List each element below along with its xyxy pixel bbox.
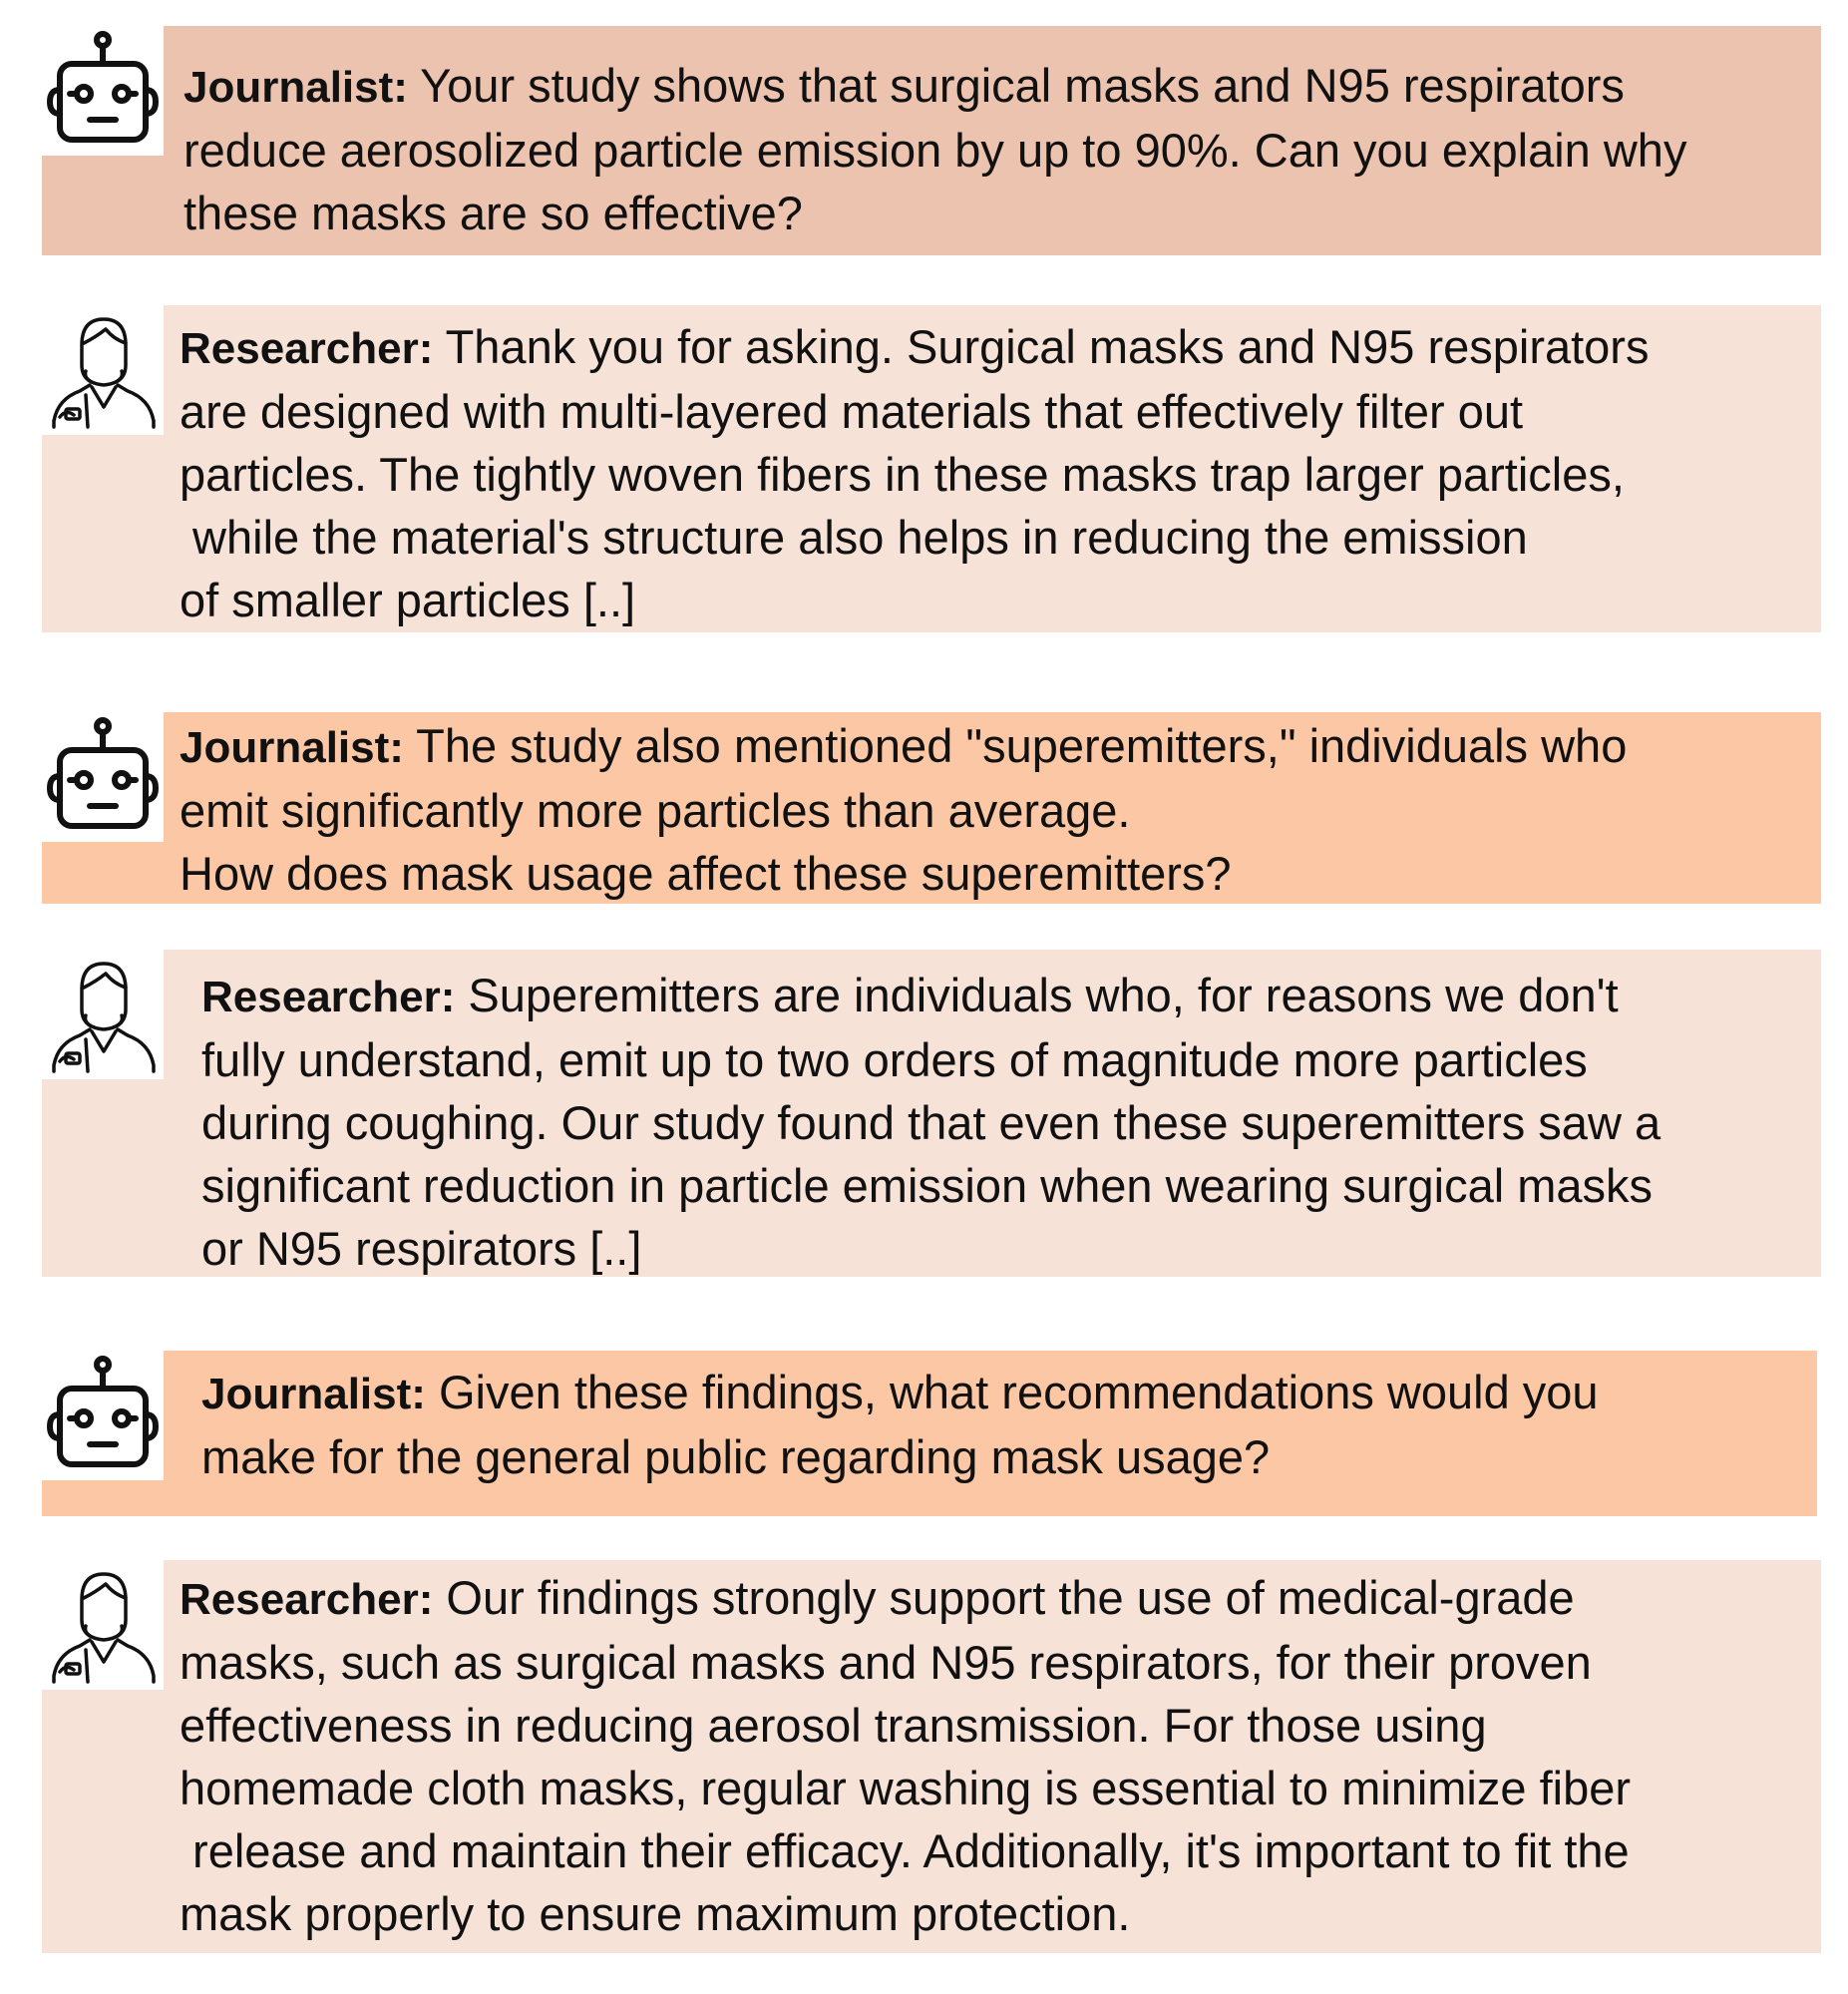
speaker-label: Researcher: (180, 324, 434, 373)
speaker-label: Journalist: (180, 723, 404, 772)
researcher-icon (42, 950, 164, 1079)
turn-text: Journalist: Your study shows that surgical masks and N95 respirators reduce aerosolized particle emission by up to 90%. Can you explain why these masks are so effective? (184, 59, 1687, 239)
speaker-label: Researcher: (180, 1575, 434, 1624)
dialogue-turn-researcher (42, 305, 1821, 632)
dialogue-turn-researcher (42, 1560, 1821, 1953)
turn-text: Researcher: Thank you for asking. Surgical masks and N95 respirators are designed with multi-layered materials that effectively filter out particles. The tightly woven fibers in these masks trap larger particles, while the material's structure also helps in reducing the emission of smaller particles [..] (180, 320, 1650, 626)
speaker-label: Journalist: (184, 63, 408, 112)
speaker-label: Researcher: (201, 973, 456, 1021)
researcher-icon (42, 1560, 164, 1690)
turn-text: Researcher: Our findings strongly support the use of medical-grade masks, such as surgical masks and N95 respirators, for their proven effectiveness in reducing aerosol transmission. For those using homemade cloth masks, regular washing is essential to minimize fiber release and maintain their efficacy. Additionally, it's important to fit the mask properly to ensure maximum protection. (180, 1571, 1632, 1940)
robot-icon (42, 26, 164, 156)
dialogue-turn-researcher (42, 950, 1821, 1277)
researcher-icon (42, 305, 164, 435)
dialogue-turn-journalist (42, 712, 1821, 904)
dialogue-turn-journalist (42, 26, 1821, 255)
turn-text: Journalist: The study also mentioned "superemitters," individuals who emit significantly more particles than average. How does mask usage affect these superemitters? (180, 719, 1628, 900)
speaker-label: Journalist: (201, 1370, 426, 1418)
dialogue-turn-journalist (42, 1351, 1817, 1516)
turn-text: Journalist: Given these findings, what recommendations would you make for the general public regarding mask usage? (201, 1366, 1599, 1483)
turn-text: Researcher: Superemitters are individuals who, for reasons we don't fully understand, emit up to two orders of magnitude more particles during coughing. Our study found that even these superemitters saw a significant reduction in particle emission when wearing surgical masks or N95 respirators [..] (201, 969, 1662, 1275)
robot-icon (42, 712, 164, 842)
robot-icon (42, 1351, 164, 1480)
